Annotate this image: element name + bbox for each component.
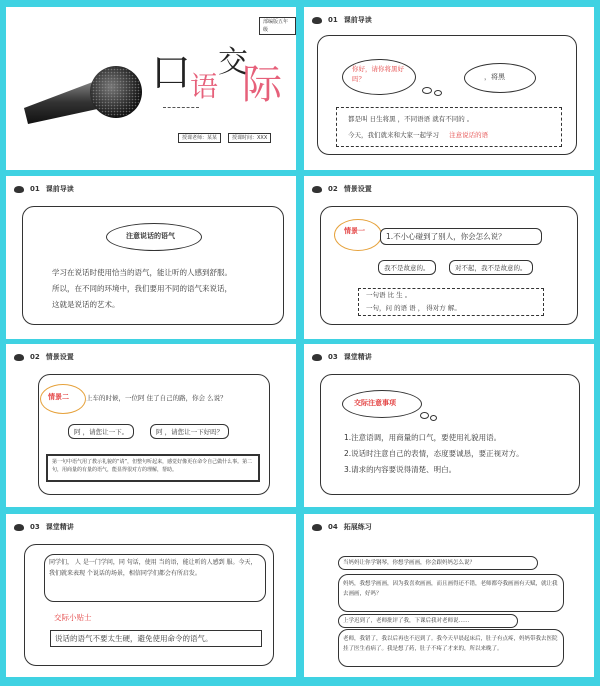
tip-title: 交际小贴士 — [54, 613, 92, 622]
slide-reading-2[interactable] — [6, 176, 296, 339]
option-1[interactable]: 阿 ，请您让一下。 — [68, 424, 134, 439]
title-char-jiao: 交 — [218, 45, 248, 80]
tip-box: 说话的语气不要太生硬，避免使用命令的语气。 — [50, 630, 262, 647]
slide-scenario-1[interactable] — [304, 176, 594, 339]
slide-header: 01 课前导读 — [312, 13, 372, 27]
point-3: 3.请求的内容要说得清楚、明白。 — [344, 465, 457, 474]
slide-header: 02 情景设置 — [14, 350, 74, 364]
summary-line-1: 都是叫 日生将黑 ，不同语语 就有不同的 。 — [348, 115, 474, 123]
slide-header: 02 情景设置 — [312, 182, 372, 196]
slide-header: 04 拓展练习 — [312, 520, 372, 534]
option-2[interactable]: 阿 ，请您让一下好吗？ — [150, 424, 229, 439]
note-line-1: 一句语 比 生 。 — [366, 291, 412, 299]
slide-title[interactable] — [6, 7, 296, 170]
answer-1: 妈妈，我想学画画，因为我喜欢画画，而且画得还不错，老师都夸我画画有天赋，就让我去画画，好吗？ — [338, 574, 564, 612]
title-char-ji: 际 — [242, 62, 282, 108]
date-label: 授课时间：XXX — [228, 133, 271, 143]
bullet-icon — [14, 354, 24, 361]
answer-2: 老师，我错了，我以后再也不迟到了。我今天早晨起床后，肚子有点疼，妈妈带我去医院挂了医生看病了。我是想了药，肚子不疼了才来的，所以来晚了。 — [338, 629, 564, 667]
slide-practice[interactable] — [304, 514, 594, 677]
question-1: 当妈妈让你学钢琴，你想学画画，你会跟妈妈怎么说？ — [338, 556, 538, 570]
slide-header: 03 课堂精讲 — [312, 350, 372, 364]
option-2[interactable]: 对不起，我不是故意的。 — [449, 260, 533, 275]
slide-key-points[interactable] — [304, 344, 594, 507]
scene-tag: 情景二 — [48, 393, 69, 401]
paragraph-line-1: 学习在说话时使用恰当的语气，能让听的人感到舒服。 — [52, 268, 232, 277]
bullet-icon — [312, 17, 322, 24]
bubble-left-text: 你好，请你将黑好吗？ — [352, 65, 404, 83]
explanation-box: 第一句中语气用了教示礼貌的“请”，但整句听起来，感觉好像更在命令自己做什么事。第二句，用商量的有量的语气，能显得很对方的理解，帮助。 — [46, 454, 260, 482]
bullet-icon — [312, 354, 322, 361]
bubble-right-text: ，将黑 — [484, 73, 505, 81]
bullet-icon — [14, 524, 24, 531]
question-2: 上学迟到了，老师批评了我，下课后我对老师说…… — [338, 614, 518, 628]
option-1[interactable]: 我不是故意的。 — [378, 260, 436, 275]
bullet-icon — [312, 186, 322, 193]
paragraph-line-2: 所以，在不同的环境中，我们要用不同的语气来说话， — [52, 284, 232, 293]
slide-reading-1[interactable] — [304, 7, 594, 170]
slide-scenario-2[interactable] — [6, 344, 296, 507]
point-1: 1.注意语调，用商量的口气，要使用礼貌用语。 — [344, 433, 502, 442]
teacher-label: 授课老师：某某 — [178, 133, 221, 143]
note-line-2: 一句，问 的语 语 ， 得对方 解。 — [366, 304, 461, 312]
bullet-icon — [312, 524, 322, 531]
paragraph-line-3: 这就是说话的艺术。 — [52, 300, 120, 309]
intro-paragraph: 同学们， 人 是一门学问，同 句话，使用 当的语，能让听的人感到 服。今天，我们就来表现 个说话的场景，相信同学们都会有所启发。 — [44, 554, 266, 602]
title-char-yu: 语 — [190, 70, 219, 103]
question-bar: 1.不小心碰到了别人，你会怎么说？ — [380, 228, 542, 245]
scene-tag: 情景一 — [344, 227, 365, 235]
bullet-icon — [14, 186, 24, 193]
grade-tag: 部编版五年级 — [259, 17, 296, 35]
summary-line-2: 今天，我们就来和大家一起学习 注意说话的语 — [348, 131, 489, 139]
slide-header: 03 课堂精讲 — [14, 520, 74, 534]
point-2: 2.说话时注意自己的表情，态度要诚恳，要正视对方。 — [344, 449, 524, 458]
banner-text: 交际注意事项 — [354, 399, 396, 407]
title-char-kou: 口 — [151, 50, 191, 96]
slide-lecture[interactable] — [6, 514, 296, 677]
slide-header: 01 课前导读 — [14, 182, 74, 196]
title-underline — [163, 107, 199, 108]
scenario-question: 上车的时候，一位阿 住了自己的路，你会 么说？ — [86, 394, 227, 402]
banner-text: 注意说话的语气 — [126, 232, 175, 240]
microphone-image — [20, 62, 150, 132]
